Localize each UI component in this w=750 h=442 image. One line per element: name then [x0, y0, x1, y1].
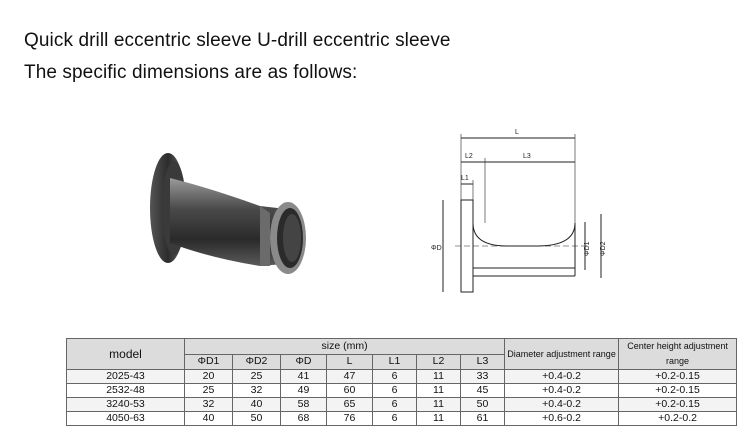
- column-header: L1: [373, 354, 417, 370]
- table-row: [67, 370, 737, 384]
- cell-l1: 6: [373, 398, 417, 412]
- cell-model: 2025-43: [67, 370, 185, 384]
- table-row: [67, 384, 737, 398]
- cell-center: +0.2-0.15: [619, 384, 737, 398]
- cell-l: 60: [327, 384, 373, 398]
- cell-diameter: +0.6-0.2: [505, 412, 619, 426]
- cell-l: 76: [327, 412, 373, 426]
- diameter-header: Diameter adjustment range: [505, 339, 619, 370]
- cell-d: 41: [281, 370, 327, 384]
- spec-table: [66, 338, 737, 426]
- cell-l1: 6: [373, 384, 417, 398]
- label-L: L: [515, 129, 519, 136]
- page-subtitle: The specific dimensions are as follows:: [24, 62, 358, 83]
- table-row: [67, 412, 737, 426]
- column-header: L3: [461, 354, 505, 370]
- cell-diameter: +0.4-0.2: [505, 398, 619, 412]
- column-header: ΦD1: [185, 354, 233, 370]
- cell-d1: 25: [185, 384, 233, 398]
- cell-center: +0.2-0.15: [619, 398, 737, 412]
- cell-l: 47: [327, 370, 373, 384]
- cell-l: 65: [327, 398, 373, 412]
- page-title: Quick drill eccentric sleeve U-drill eccentric sleeve: [24, 30, 451, 51]
- label-phiD2: ΦD2: [600, 241, 607, 256]
- cell-l2: 11: [417, 370, 461, 384]
- cell-l3: 33: [461, 370, 505, 384]
- center-header: Center height adjustment range: [619, 339, 737, 370]
- cell-d2: 25: [233, 370, 281, 384]
- cell-d1: 40: [185, 412, 233, 426]
- cell-l2: 11: [417, 384, 461, 398]
- label-phiD1: ΦD1: [584, 241, 591, 256]
- size-header: size (mm): [185, 339, 505, 355]
- column-header: ΦD: [281, 354, 327, 370]
- cell-d1: 32: [185, 398, 233, 412]
- label-L3: L3: [523, 153, 531, 160]
- cell-d: 58: [281, 398, 327, 412]
- cell-d2: 50: [233, 412, 281, 426]
- label-phiD: ΦD: [431, 245, 442, 252]
- cell-l3: 61: [461, 412, 505, 426]
- cell-diameter: +0.4-0.2: [505, 384, 619, 398]
- table-row: [67, 398, 737, 412]
- cell-l2: 11: [417, 398, 461, 412]
- cell-l1: 6: [373, 412, 417, 426]
- cell-d: 49: [281, 384, 327, 398]
- cell-diameter: +0.4-0.2: [505, 370, 619, 384]
- label-L1: L1: [461, 175, 469, 182]
- cell-d2: 32: [233, 384, 281, 398]
- cell-d2: 40: [233, 398, 281, 412]
- cell-model: 3240-53: [67, 398, 185, 412]
- drawing-u-body: [473, 223, 575, 268]
- cell-center: +0.2-0.2: [619, 412, 737, 426]
- cell-d1: 20: [185, 370, 233, 384]
- cell-l3: 45: [461, 384, 505, 398]
- label-L2: L2: [465, 153, 473, 160]
- sleeve-photo: [110, 118, 340, 288]
- cell-l1: 6: [373, 370, 417, 384]
- cell-d: 68: [281, 412, 327, 426]
- model-header: model: [67, 339, 185, 370]
- cell-center: +0.2-0.15: [619, 370, 737, 384]
- cell-l2: 11: [417, 412, 461, 426]
- cell-model: 2532-48: [67, 384, 185, 398]
- dimension-drawing: [425, 118, 615, 308]
- column-header: L2: [417, 354, 461, 370]
- column-header: L: [327, 354, 373, 370]
- cell-model: 4050-63: [67, 412, 185, 426]
- column-header: ΦD2: [233, 354, 281, 370]
- cell-l3: 50: [461, 398, 505, 412]
